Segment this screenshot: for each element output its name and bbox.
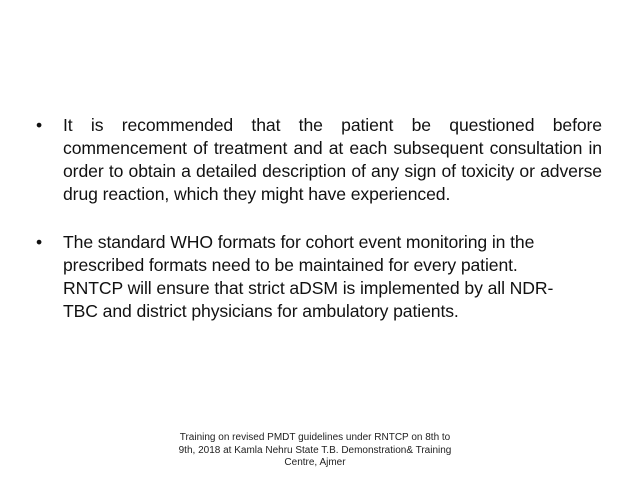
bullet-text-line: TBC and district physicians for ambulatory patients. bbox=[63, 301, 459, 321]
bullet-text-line: prescribed formats need to be maintained for every patient. bbox=[63, 255, 518, 275]
bullet-icon: • bbox=[36, 232, 43, 252]
bullet-item-who-formats bbox=[36, 231, 602, 323]
bullet-list bbox=[36, 114, 602, 323]
footer-line: Centre, Ajmer bbox=[284, 457, 346, 468]
bullet-text: It is recommended that the patient be questioned before commencement of treatment and at each subsequent consultation in order to obtain a detailed description of any sign of toxicity or adverse drug reaction, which they might have experienced. bbox=[63, 115, 602, 204]
bullet-item-questioning bbox=[36, 114, 602, 206]
bullet-text-line: The standard WHO formats for cohort event monitoring in the bbox=[63, 232, 535, 252]
slide-footer bbox=[170, 432, 460, 470]
bullet-icon: • bbox=[36, 115, 43, 135]
bullet-text-line: RNTCP will ensure that strict aDSM is implemented by all NDR- bbox=[63, 278, 554, 298]
footer-line: 9th, 2018 at Kamla Nehru State T.B. Demonstration& Training bbox=[178, 444, 452, 456]
footer-line: Training on revised PMDT guidelines under RNTCP on 8th to bbox=[179, 432, 451, 443]
